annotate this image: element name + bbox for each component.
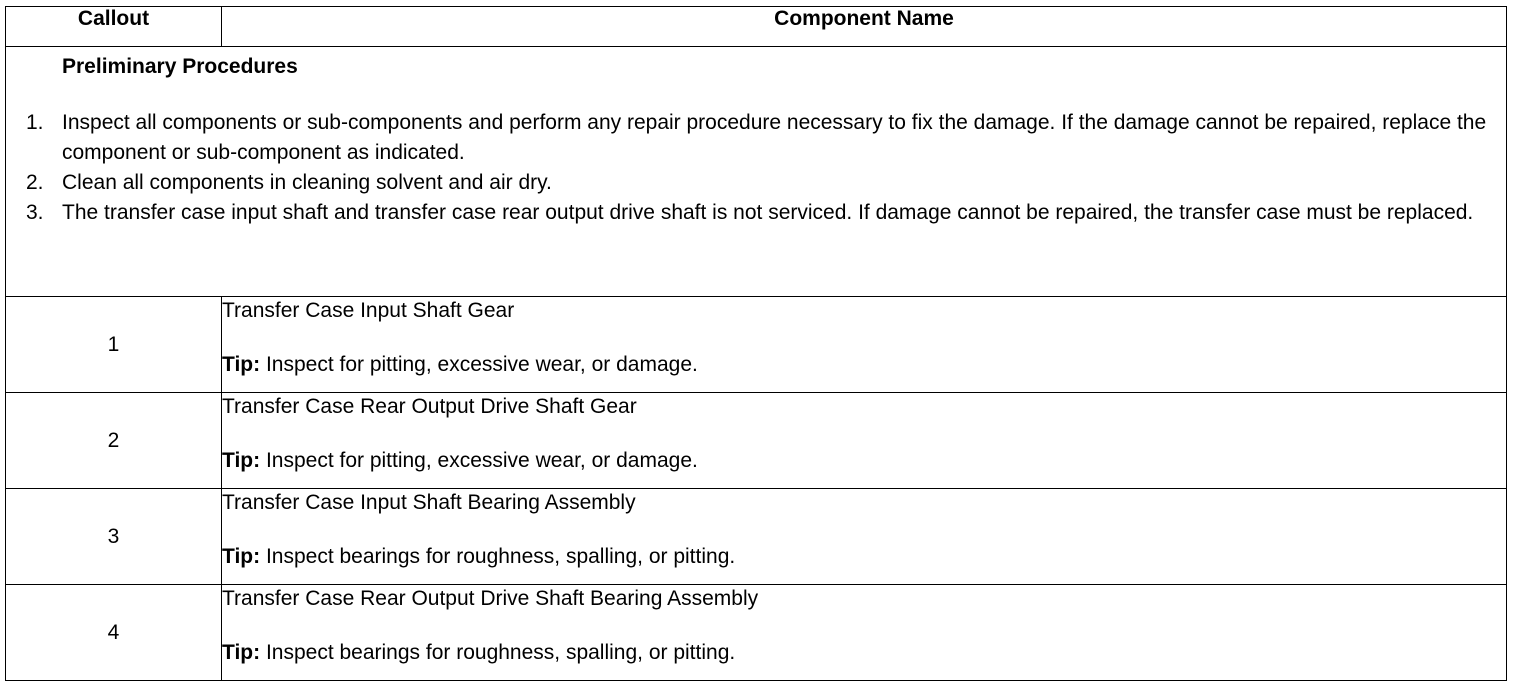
component-name: Transfer Case Input Shaft Gear	[222, 299, 515, 322]
step-number: 2.	[26, 171, 44, 194]
tip-label: Tip:	[222, 641, 261, 664]
tip	[222, 639, 1506, 667]
step-item	[6, 108, 1506, 168]
tip-label: Tip:	[222, 353, 261, 376]
component-cell	[222, 585, 1507, 681]
step-item	[6, 198, 1506, 228]
callout-number: 3	[6, 489, 222, 585]
step-text: Inspect all components or sub-components and perform any repair procedure necessary to fix the damage. If the damage cannot be repaired, replace the component or sub-component as indicated.	[62, 111, 1487, 164]
step-number: 1.	[26, 111, 44, 134]
table-row	[6, 393, 1507, 489]
component-cell	[222, 489, 1507, 585]
component-name: Transfer Case Input Shaft Bearing Assembly	[222, 491, 636, 514]
preliminary-row	[6, 47, 1507, 297]
table-row	[6, 585, 1507, 681]
tip-text: Inspect bearings for roughness, spalling, or pitting.	[260, 641, 736, 664]
header-callout: Callout	[6, 7, 222, 47]
preliminary-title: Preliminary Procedures	[62, 55, 298, 78]
tip-text: Inspect for pitting, excessive wear, or damage.	[260, 449, 698, 472]
tip-text: Inspect bearings for roughness, spalling, or pitting.	[260, 545, 736, 568]
tip-label: Tip:	[222, 449, 261, 472]
table-header-row	[6, 7, 1507, 47]
callout-number: 4	[6, 585, 222, 681]
tip	[222, 543, 1506, 571]
component-cell	[222, 297, 1507, 393]
step-number: 3.	[26, 201, 44, 224]
step-text: The transfer case input shaft and transfer case rear output drive shaft is not serviced. If damage cannot be repaired, the transfer case must be replaced.	[62, 201, 1474, 224]
tip-text: Inspect for pitting, excessive wear, or damage.	[260, 353, 698, 376]
preliminary-steps	[6, 108, 1506, 228]
step-text: Clean all components in cleaning solvent and air dry.	[62, 171, 552, 194]
tip	[222, 351, 1506, 379]
table-row	[6, 297, 1507, 393]
step-item	[6, 168, 1506, 198]
tip-label: Tip:	[222, 545, 261, 568]
preliminary-cell	[6, 47, 1507, 297]
component-name: Transfer Case Rear Output Drive Shaft Gear	[222, 395, 637, 418]
component-table	[5, 6, 1507, 681]
tip	[222, 447, 1506, 475]
table-row	[6, 489, 1507, 585]
callout-number: 2	[6, 393, 222, 489]
component-cell	[222, 393, 1507, 489]
header-component-name: Component Name	[222, 7, 1507, 47]
callout-number: 1	[6, 297, 222, 393]
component-name: Transfer Case Rear Output Drive Shaft Bearing Assembly	[222, 587, 759, 610]
